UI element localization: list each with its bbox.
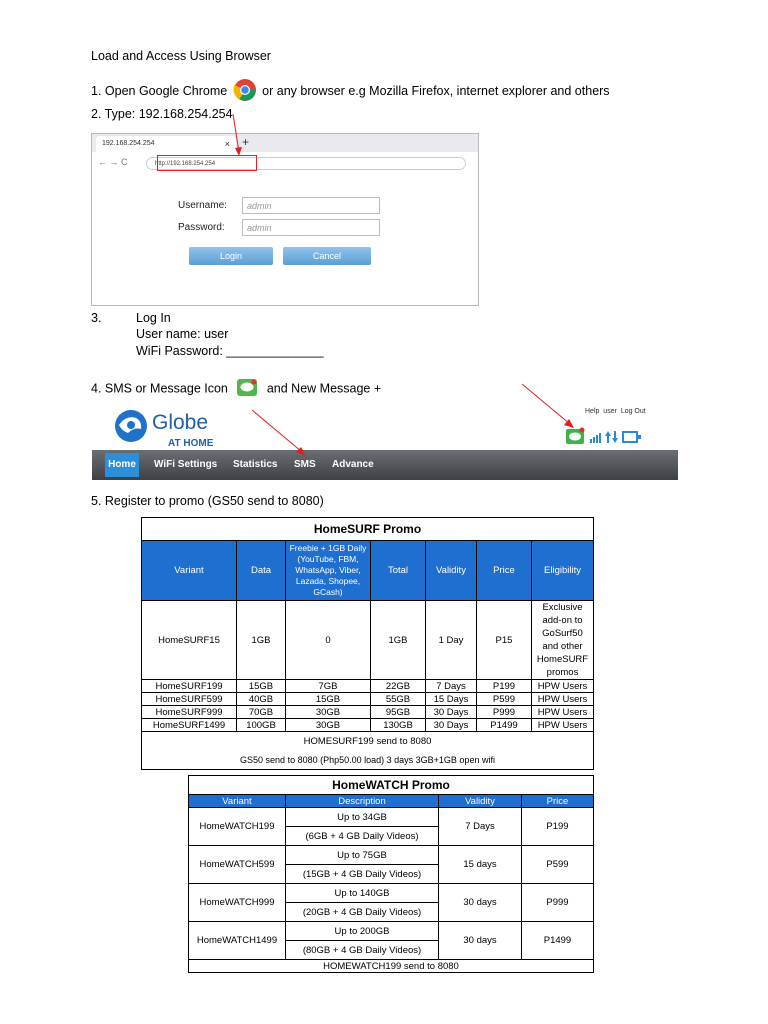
cancel-button[interactable]: Cancel bbox=[283, 247, 371, 265]
cell: 100GB bbox=[237, 719, 286, 732]
col-variant: Variant bbox=[142, 541, 237, 601]
cell: 30 Days bbox=[426, 719, 477, 732]
cell: HomeSURF999 bbox=[142, 706, 237, 719]
cell: HomeWATCH999 bbox=[189, 884, 286, 922]
cell: HPW Users bbox=[532, 680, 594, 693]
cell: 15 Days bbox=[426, 693, 477, 706]
user-link[interactable]: user bbox=[603, 408, 617, 415]
homesurf-footer-2: GS50 send to 8080 (Php50.00 load) 3 days 3GB+1GB open wifi bbox=[240, 754, 495, 765]
homesurf-table bbox=[141, 517, 594, 770]
tab-title: 192.168.254.254 bbox=[102, 140, 155, 147]
cell: 7GB bbox=[286, 680, 371, 693]
cell: 7 Days bbox=[439, 808, 522, 846]
cell: HomeWATCH199 bbox=[189, 808, 286, 846]
data-transfer-icon bbox=[605, 431, 618, 443]
step-3-title: Log In bbox=[136, 311, 171, 325]
step-3-wifi: WiFi Password: ______________ bbox=[136, 344, 324, 358]
cell: 130GB bbox=[371, 719, 426, 732]
homewatch-table bbox=[188, 775, 594, 973]
cell: 30 days bbox=[439, 922, 522, 960]
cell: HPW Users bbox=[532, 706, 594, 719]
cell: 95GB bbox=[371, 706, 426, 719]
cell: 55GB bbox=[371, 693, 426, 706]
cell: HomeSURF15 bbox=[142, 601, 237, 680]
nav-sms[interactable]: SMS bbox=[294, 459, 316, 470]
globe-logo-icon bbox=[114, 409, 148, 443]
monitor-icon bbox=[623, 432, 641, 442]
username-input[interactable]: admin bbox=[242, 197, 380, 214]
step-3-user: User name: user bbox=[136, 327, 229, 341]
cell: P999 bbox=[477, 706, 532, 719]
col-validity: Validity bbox=[426, 541, 477, 601]
table-row bbox=[142, 680, 594, 693]
browser-tab[interactable] bbox=[96, 136, 236, 152]
cell: Exclusive add-on to GoSurf50 and other HomeSURF promos bbox=[532, 601, 594, 680]
cell: 0 bbox=[286, 601, 371, 680]
table-footer bbox=[142, 732, 594, 770]
message-icon bbox=[237, 379, 257, 399]
cell: P999 bbox=[522, 884, 594, 922]
cell: (15GB + 4 GB Daily Videos) bbox=[286, 865, 439, 884]
step-5: 5. Register to promo (GS50 send to 8080) bbox=[91, 494, 324, 508]
globe-nav-bar bbox=[92, 450, 678, 480]
cell: Up to 200GB bbox=[286, 922, 439, 941]
cell: Up to 75GB bbox=[286, 846, 439, 865]
cell: 1GB bbox=[237, 601, 286, 680]
step-1 bbox=[91, 78, 610, 105]
step-2: 2. Type: 192.168.254.254 bbox=[91, 107, 233, 121]
globe-brand: Globe bbox=[152, 411, 209, 434]
doc-heading: Load and Access Using Browser bbox=[91, 49, 271, 63]
cell: Up to 140GB bbox=[286, 884, 439, 903]
homewatch-title: HomeWATCH Promo bbox=[189, 776, 594, 795]
cell: 30GB bbox=[286, 706, 371, 719]
cell: 1 Day bbox=[426, 601, 477, 680]
help-link[interactable]: Help bbox=[585, 408, 600, 415]
username-label: Username: bbox=[178, 200, 227, 211]
nav-advance[interactable]: Advance bbox=[332, 459, 374, 470]
cell: (80GB + 4 GB Daily Videos) bbox=[286, 941, 439, 960]
cell: (20GB + 4 GB Daily Videos) bbox=[286, 903, 439, 922]
cell: HomeWATCH599 bbox=[189, 846, 286, 884]
table-row bbox=[189, 808, 594, 827]
step-1-text-a: 1. Open Google Chrome bbox=[91, 83, 228, 98]
cell: P599 bbox=[477, 693, 532, 706]
cell: P15 bbox=[477, 601, 532, 680]
cell: P1499 bbox=[477, 719, 532, 732]
tab-bar bbox=[92, 134, 478, 152]
nav-statistics[interactable]: Statistics bbox=[233, 459, 278, 470]
chrome-icon bbox=[233, 78, 257, 105]
step-4 bbox=[91, 379, 381, 399]
step-1-text-b: or any browser e.g Mozilla Firefox, internet explorer and others bbox=[262, 83, 610, 98]
col-variant: Variant bbox=[189, 795, 286, 808]
cell: HomeSURF599 bbox=[142, 693, 237, 706]
cell: 70GB bbox=[237, 706, 286, 719]
col-freebie: Freebie + 1GB Daily (YouTube, FBM, WhatsApp, Viber, Lazada, Shopee, GCash) bbox=[286, 541, 371, 601]
cell: HomeWATCH1499 bbox=[189, 922, 286, 960]
cell: 30GB bbox=[286, 719, 371, 732]
cell: 40GB bbox=[237, 693, 286, 706]
nav-row bbox=[92, 156, 478, 172]
table-row bbox=[189, 884, 594, 903]
arrow-to-sms-icon bbox=[250, 408, 310, 458]
table-row bbox=[142, 601, 594, 680]
homesurf-title: HomeSURF Promo bbox=[142, 518, 594, 541]
cell: P199 bbox=[477, 680, 532, 693]
col-validity: Validity bbox=[439, 795, 522, 808]
step-4-text-b: and New Message + bbox=[266, 381, 382, 396]
nav-home[interactable]: Home bbox=[105, 453, 139, 477]
col-price: Price bbox=[522, 795, 594, 808]
cell: 1GB bbox=[371, 601, 426, 680]
table-row bbox=[142, 719, 594, 732]
cell: 30 Days bbox=[426, 706, 477, 719]
arrow-to-address-icon bbox=[225, 112, 255, 158]
globe-header bbox=[92, 405, 678, 482]
new-tab-button[interactable]: + bbox=[242, 135, 250, 149]
signal-icon bbox=[590, 433, 601, 443]
step-3-number: 3. bbox=[91, 311, 102, 325]
cell: HPW Users bbox=[532, 693, 594, 706]
homesurf-footer-1: HOMESURF199 send to 8080 bbox=[303, 735, 432, 747]
cell: 30 days bbox=[439, 884, 522, 922]
col-price: Price bbox=[477, 541, 532, 601]
cell: P199 bbox=[522, 808, 594, 846]
address-text: http://192.168.254.254 bbox=[155, 161, 216, 167]
table-row bbox=[142, 693, 594, 706]
cell: HomeSURF199 bbox=[142, 680, 237, 693]
cell: 15GB bbox=[237, 680, 286, 693]
cell: P1499 bbox=[522, 922, 594, 960]
table-row bbox=[142, 706, 594, 719]
password-input[interactable]: admin bbox=[242, 219, 380, 236]
top-links bbox=[585, 408, 646, 415]
cell: 15GB bbox=[286, 693, 371, 706]
cell: 7 Days bbox=[426, 680, 477, 693]
cell: 15 days bbox=[439, 846, 522, 884]
arrow-to-message-icon bbox=[520, 382, 580, 432]
browser-window bbox=[91, 133, 479, 306]
col-eligibility: Eligibility bbox=[532, 541, 594, 601]
logout-link[interactable]: Log Out bbox=[620, 408, 646, 415]
login-button[interactable]: Login bbox=[189, 247, 273, 265]
cell: 22GB bbox=[371, 680, 426, 693]
cell: HPW Users bbox=[532, 719, 594, 732]
step-4-text-a: 4. SMS or Message Icon bbox=[91, 381, 228, 396]
nav-arrows-icon[interactable]: ← → C bbox=[98, 157, 128, 167]
cell: (6GB + 4 GB Daily Videos) bbox=[286, 827, 439, 846]
nav-wifi-settings[interactable]: WiFi Settings bbox=[154, 459, 218, 470]
password-label: Password: bbox=[178, 222, 225, 233]
close-icon[interactable]: × bbox=[224, 139, 230, 149]
table-row bbox=[189, 922, 594, 941]
col-data: Data bbox=[237, 541, 286, 601]
cell: HomeSURF1499 bbox=[142, 719, 237, 732]
homewatch-footer: HOMEWATCH199 send to 8080 bbox=[189, 960, 594, 973]
cell: Up to 34GB bbox=[286, 808, 439, 827]
cell: P599 bbox=[522, 846, 594, 884]
table-row bbox=[189, 846, 594, 865]
col-total: Total bbox=[371, 541, 426, 601]
globe-sub: AT HOME bbox=[168, 438, 214, 449]
col-description: Description bbox=[286, 795, 439, 808]
